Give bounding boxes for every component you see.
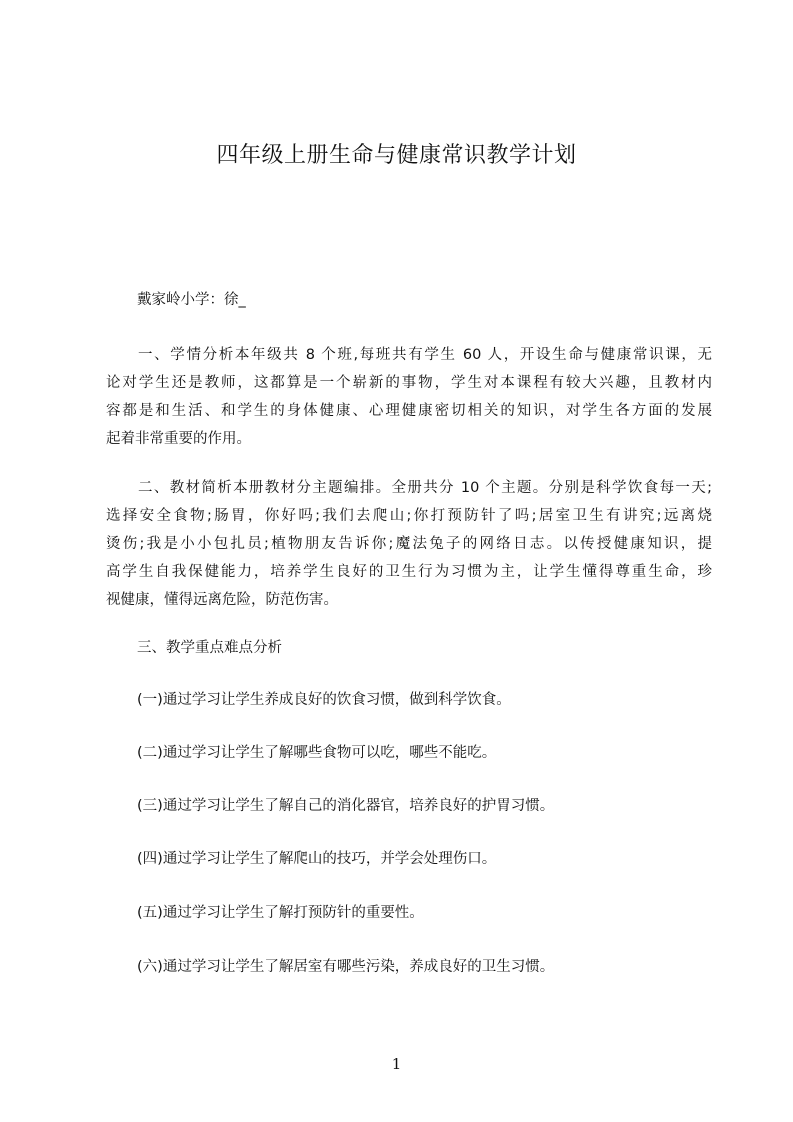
section-2-line: 高学生自我保健能力，培养学生良好的卫生行为习惯为主，让学生懂得尊重生命，珍 — [106, 564, 712, 580]
page-number: 1 — [391, 1055, 402, 1073]
section-2-line: 二、教材简析本册教材分主题编排。全册共分 10 个主题。分别是科学饮食每一天; — [138, 480, 712, 496]
list-item: (四)通过学习让学生了解爬山的技巧，并学会处理伤口。 — [137, 851, 497, 867]
list-item: (五)通过学习让学生了解打预防针的重要性。 — [137, 905, 424, 921]
section-1-line: 容都是和生活、和学生的身体健康、心理健康密切相关的知识，对学生各方面的发展 — [106, 403, 712, 419]
section-2-paragraph — [106, 474, 712, 614]
section-2-line: 选择安全食物;肠胃，你好吗;我们去爬山;你打预防针了吗;居室卫生有讲究;远离烧 — [106, 508, 712, 524]
section-2-line: 烫伤;我是小小包扎员;植物朋友告诉你;魔法兔子的网络日志。以传授健康知识，提 — [106, 536, 712, 552]
list-item: (六)通过学习让学生了解居室有哪些污染，养成良好的卫生习惯。 — [137, 959, 555, 975]
section-1-line: 起着非常重要的作用。 — [106, 431, 251, 447]
list-item: (二)通过学习让学生了解哪些食物可以吃，哪些不能吃。 — [137, 745, 497, 761]
section-2-line: 视健康，懂得远离危险，防范伤害。 — [106, 592, 338, 608]
list-item: (三)通过学习让学生了解自己的消化器官，培养良好的护胃习惯。 — [137, 798, 555, 814]
document-title: 四年级上册生命与健康常识教学计划 — [216, 143, 577, 168]
section-3-heading: 三、教学重点难点分析 — [137, 640, 282, 656]
section-1-paragraph — [106, 341, 712, 453]
section-1-line: 论对学生还是教师，这都算是一个崭新的事物，学生对本课程有较大兴趣，且教材内 — [106, 375, 712, 391]
list-item: (一)通过学习让学生养成良好的饮食习惯，做到科学饮食。 — [137, 692, 511, 708]
section-1-line: 一、学情分析本年级共 8 个班,每班共有学生 60 人，开设生命与健康常识课，无 — [138, 347, 712, 363]
author-line: 戴家岭小学：徐_ — [137, 292, 246, 308]
